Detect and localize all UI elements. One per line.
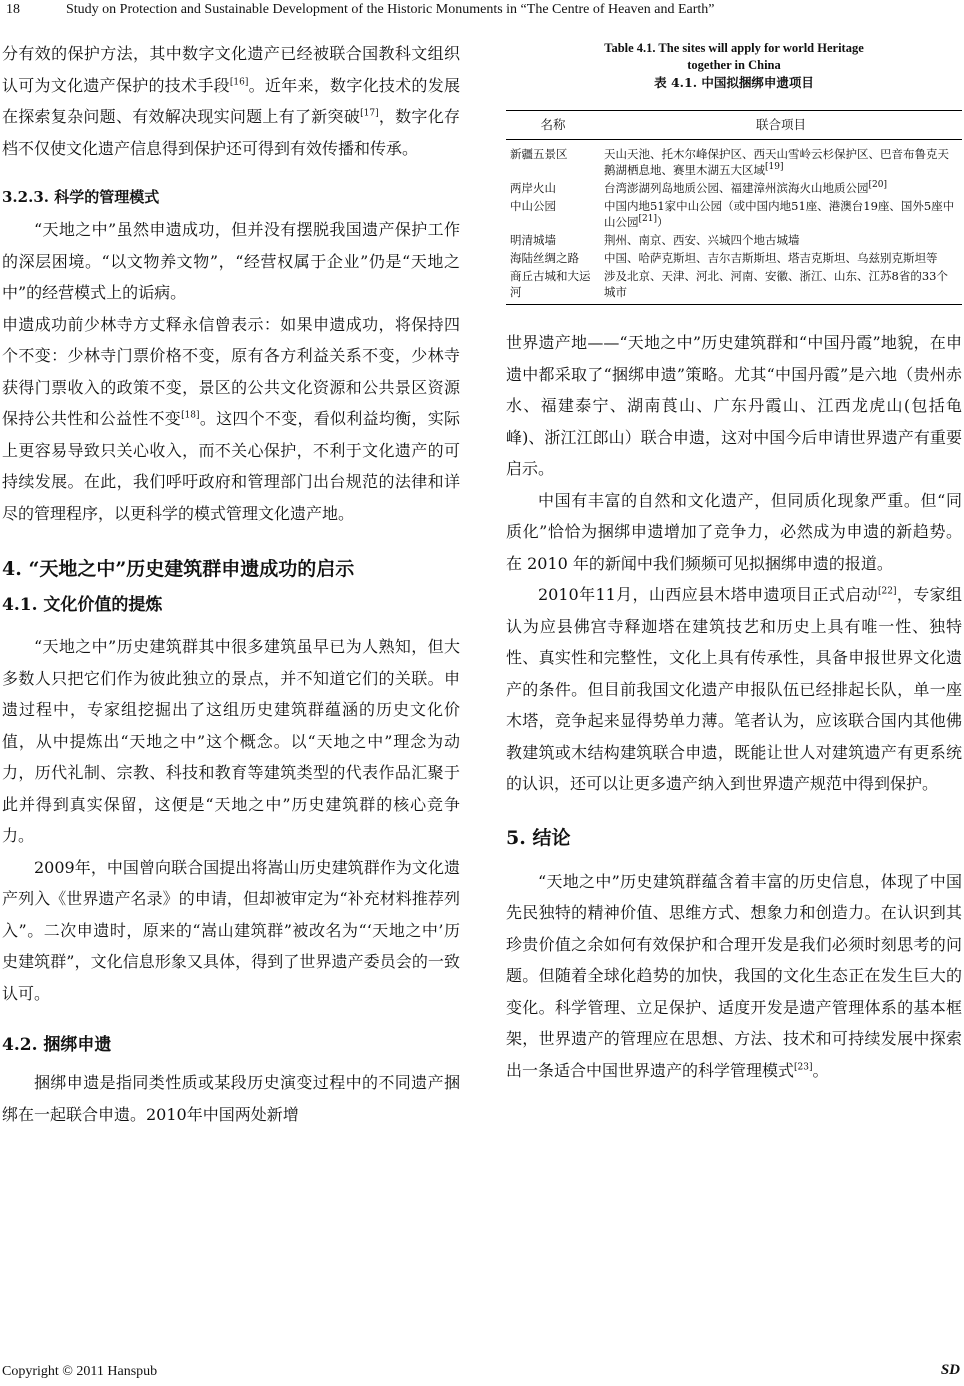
citation-20[interactable]: [20] bbox=[868, 180, 887, 191]
left-column bbox=[2, 38, 460, 1130]
table-caption-cn: 表 4.1. 中国拟捆绑申遗项目 bbox=[654, 75, 814, 90]
paragraph-r3: 2010年11月，山西应县木塔申遗项目正式启动[22]，专家组认为应县佛宫寺释迦塔在建筑技艺和历史上具有唯一性、独特性、真实性和完整性，文化上具有传承性，具备申报世界文化遗产的条件。但目前我国文化遗产申报队伍已经排起长队，单一座木塔，竞争起来显得势单力薄。笔者认为，应该联合国内其他佛教建筑或木结构建筑联合申遗，既能让世人对建筑遗产有更系统的认识，还可以让更多遗产纳入到世界遗产规范中得到保护。 bbox=[506, 585, 962, 793]
paragraph-4-1-b: 2009年，中国曾向联合国提出将嵩山历史建筑群作为文化遗产列入《世界遗产名录》的申请，但却被审定为“补充材料推荐列入”。二次申遗时，原来的“嵩山建筑群”被改名为“‘天地之中’历史建筑群”，文化信息形象又具体，得到了世界遗产委员会的一致认可。 bbox=[2, 857, 460, 1003]
paragraph-management-2: 申遗成功前少林寺方丈释永信曾表示：如果申遗成功，将保持四个不变：少林寺门票价格不变，原有各方利益关系不变，少林寺获得门票收入的政策不变，景区的公共文化资源和公共景区资源保持公共性和公益性不变[18]。这四个不变，看似利益均衡，实际上更容易导致只关心收入，而不关心保护，不利于文化遗产的可持续发展。在此，我们呼吁政府和管理部门出台规范的法律和详尽的管理程序，以更科学的模式管理文化遗产地。 bbox=[2, 314, 460, 523]
right-column bbox=[506, 38, 962, 1086]
citation-22[interactable]: [22] bbox=[878, 586, 897, 597]
page-number: 18 bbox=[6, 2, 20, 17]
citation-19[interactable]: [19] bbox=[765, 162, 784, 173]
table-4-1 bbox=[506, 40, 962, 305]
citation-23[interactable]: [23] bbox=[794, 1062, 813, 1073]
table-row: 海陆丝绸之路 中国、哈萨克斯坦、吉尔吉斯斯坦、塔吉克斯坦、乌兹别克斯坦等 bbox=[510, 251, 938, 265]
paragraph-management-1: “天地之中”虽然申遗成功，但并没有摆脱我国遗产保护工作的深层困境。“以文物养文物”，“经营权属于企业”仍是“天地之中”的经营模式上的诟病。 bbox=[2, 220, 460, 302]
heading-section-5: 5. 结论 bbox=[506, 826, 571, 849]
paragraph-intro: 分有效的保护方法，其中数字文化遗产已经被联合国教科文组织认可为文化遗产保护的技术手段[16]。近年来，数字化技术的发展在探索复杂问题、有效解决现实问题上有了新突破[17]，数字化存档不仅使文化遗产信息得到保护还可得到有效传播和传承。 bbox=[2, 44, 460, 158]
paragraph-conclusion: “天地之中”历史建筑群蕴含着丰富的历史信息，体现了中国先民独特的精神价值、思维方式、想象力和创造力。在认识到其珍贵价值之余如何有效保护和合理开发是我们必须时刻思考的问题。但随着全球化趋势的加快，我国的文化生态正在发生巨大的变化。科学管理、立足保护、适度开发是遗产管理体系的基本框架，世界遗产的管理应在思想、方法、技术和可持续发展中探索出一条适合中国世界遗产的科学管理模式[23]。 bbox=[506, 871, 962, 1080]
citation-16[interactable]: [16] bbox=[229, 77, 249, 88]
heading-4-2: 4.2. 捆绑申遗 bbox=[2, 1035, 112, 1055]
citation-17[interactable]: [17] bbox=[360, 108, 379, 119]
copyright-text: Copyright © 2011 Hanspub bbox=[2, 1364, 158, 1379]
page-footer bbox=[0, 1360, 964, 1382]
table-body bbox=[506, 110, 962, 305]
table-row: 商丘古城和大运河 涉及北京、天津、河北、河南、安徽、浙江、山东、江苏8省的33个城市 bbox=[506, 267, 962, 305]
table-header-name: 名称 bbox=[506, 111, 600, 140]
table-row: 明清城墙 荆州、南京、西安、兴城四个地古城墙 bbox=[510, 233, 800, 247]
paragraph-r1: 世界遗产地——“天地之中”历史建筑群和“中国丹霞”地貌，在申遗中都采取了“捆绑申遗”策略。尤其“中国丹霞”是六地（贵州赤水、福建泰宁、湖南莨山、广东丹霞山、江西龙虎山(包括龟峰)、浙江江郎山）联合申遗，这对中国今后申请世界遗产有重要启示。 bbox=[506, 333, 962, 478]
page-header bbox=[0, 0, 964, 22]
table-caption-en-1: Table 4.1. The sites will apply for world Heritage bbox=[604, 41, 864, 55]
table-row: 两岸火山 台湾澎湖列岛地质公园、福建漳州滨海火山地质公园[20] bbox=[510, 180, 887, 195]
table-row: 新疆五景区 天山天池、托木尔峰保护区、西天山雪岭云杉保护区、巴音布鲁克天鹅湖栖息地、赛里木湖五大区域[19] bbox=[510, 147, 949, 177]
paragraph-4-1-a: “天地之中”历史建筑群其中很多建筑虽早已为人熟知，但大多数人只把它们作为彼此独立的景点，并不知道它们的关联。申遗过程中，专家组挖掘出了这组历史建筑群蕴涵的历史文化价值，从中提炼出“天地之中”这个概念。以“天地之中”理念为动力，历代礼制、宗教、科技和教育等建筑类型的代表作品汇聚于此并得到真实保留，这便是“天地之中”历史建筑群的核心竞争力。 bbox=[2, 637, 460, 845]
citation-21[interactable]: [21] bbox=[638, 214, 657, 225]
table-header-projects: 联合项目 bbox=[600, 111, 962, 140]
journal-abbreviation: SD bbox=[940, 1362, 960, 1378]
running-title: Study on Protection and Sustainable Development of the Historic Monuments in “The Centre of Heaven and Earth” bbox=[66, 2, 715, 17]
table-row: 中山公园 中国内地51家中山公园（或中国内地51座、港澳台19座、国外5座中山公园[21]） bbox=[510, 199, 955, 229]
table-caption-en-2: together in China bbox=[687, 58, 781, 72]
paragraph-r2: 中国有丰富的自然和文化遗产，但同质化现象严重。但“同质化”恰恰为捆绑申遗增加了竞争力，必然成为申遗的新趋势。在 2010 年的新闻中我们频频可见拟捆绑申遗的报道。 bbox=[506, 490, 962, 573]
citation-18[interactable]: [18] bbox=[181, 410, 200, 421]
heading-3-2-3: 3.2.3. 科学的管理模式 bbox=[2, 188, 160, 206]
paragraph-4-2-a: 捆绑申遗是指同类性质或某段历史演变过程中的不同遗产捆绑在一起联合申遗。2010年中国两处新增 bbox=[2, 1073, 460, 1124]
heading-section-4: 4. “天地之中”历史建筑群申遗成功的启示 bbox=[2, 558, 355, 580]
heading-4-1: 4.1. 文化价值的提炼 bbox=[2, 595, 163, 615]
